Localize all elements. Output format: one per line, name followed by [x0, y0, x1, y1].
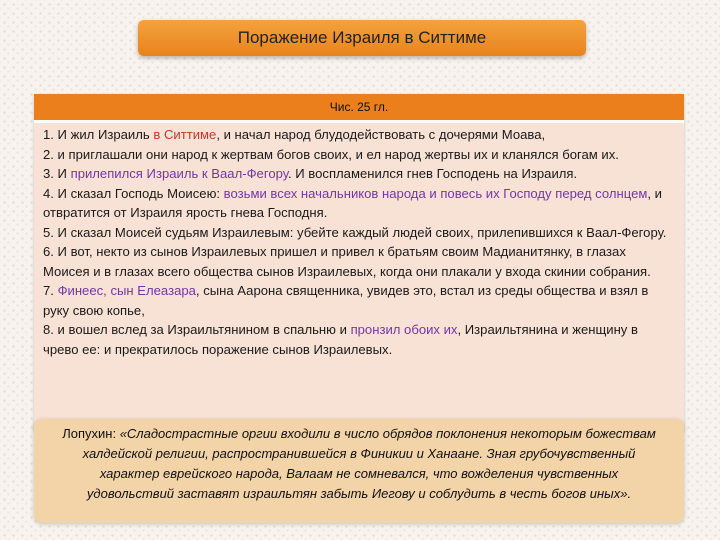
verse-3: [43, 164, 676, 184]
verse-segment: 5. И сказал Моисей судьям Израилевым: убейте каждый людей своих, прилепившихся к Ваал-Фегору.: [43, 224, 667, 240]
chapter-reference: Чис. 25 гл.: [329, 100, 389, 114]
verse-8: [43, 320, 676, 359]
verse-2: [43, 145, 676, 165]
verse-segment: возьми всех начальников народа и повесь их Господу перед солнцем: [223, 185, 648, 201]
commentary-box: [34, 419, 684, 523]
verse-segment: 3. И: [43, 166, 71, 181]
verse-7: [43, 281, 676, 320]
verse-segment: . И воспламенился гнев Господень на Израиля.: [287, 166, 578, 181]
commentary-author: Лопухин:: [62, 426, 120, 441]
slide-title: [138, 20, 586, 56]
verse-list: [34, 123, 684, 359]
verse-segment: , сына Аарона священника, увидев это, встал из среды общества и взял в руку свою копье,: [43, 283, 649, 318]
verse-segment: 1. И жил Израиль: [43, 127, 154, 142]
verse-6: [43, 242, 676, 281]
slide-title-text: Поражение Израиля в Ситтиме: [237, 28, 487, 47]
verse-segment: пронзил обоих их: [350, 322, 458, 337]
verse-1: [43, 125, 676, 145]
commentary-text: «Сладострастные оргии входили в число обрядов поклонения некоторым божествам халдейской религии, распространившейся в Финикии и Ханаане. Зная грубочувственный характер еврейского народа, Валаам не сомневался, что вожделения чувственных удовольствий заставят израильтян забыть Иегову и соблудить в честь богов иных».: [82, 426, 656, 501]
verse-segment: Финеес, сын Елеазара: [57, 283, 196, 298]
verse-segment: 4. И сказал Господь Моисею:: [43, 185, 224, 201]
verse-segment: , и отвратится от Израиля ярость гнева Господня.: [43, 185, 662, 220]
verse-5: [43, 223, 676, 243]
scripture-table: [34, 94, 684, 431]
verse-4: [43, 184, 676, 223]
verse-segment: 2. и приглашали они народ к жертвам богов своих, и ел народ жертвы их и кланялся богам их.: [43, 146, 619, 162]
verse-segment: в Ситтиме: [153, 127, 217, 142]
verse-segment: прилепился Израиль к Ваал-Фегору: [70, 166, 288, 181]
table-header: [34, 94, 684, 123]
verse-segment: 7.: [43, 283, 58, 298]
verse-segment: 8. и вошел вслед за Израильтянином в спальню и: [43, 322, 351, 337]
verse-segment: 6. И вот, некто из сынов Израилевых пришел и привел к братьям своим Мадианитянку, в глазах Моисея и в глазах всего общества сынов Израилевых, когда они плакали у входа скинии собрания.: [43, 244, 651, 279]
verse-segment: , Израильтянина и женщину в чрево ее: и прекратилось поражение сынов Израилевых.: [43, 322, 638, 357]
verse-segment: , и начал народ блудодействовать с дочерями Моава,: [216, 127, 546, 142]
